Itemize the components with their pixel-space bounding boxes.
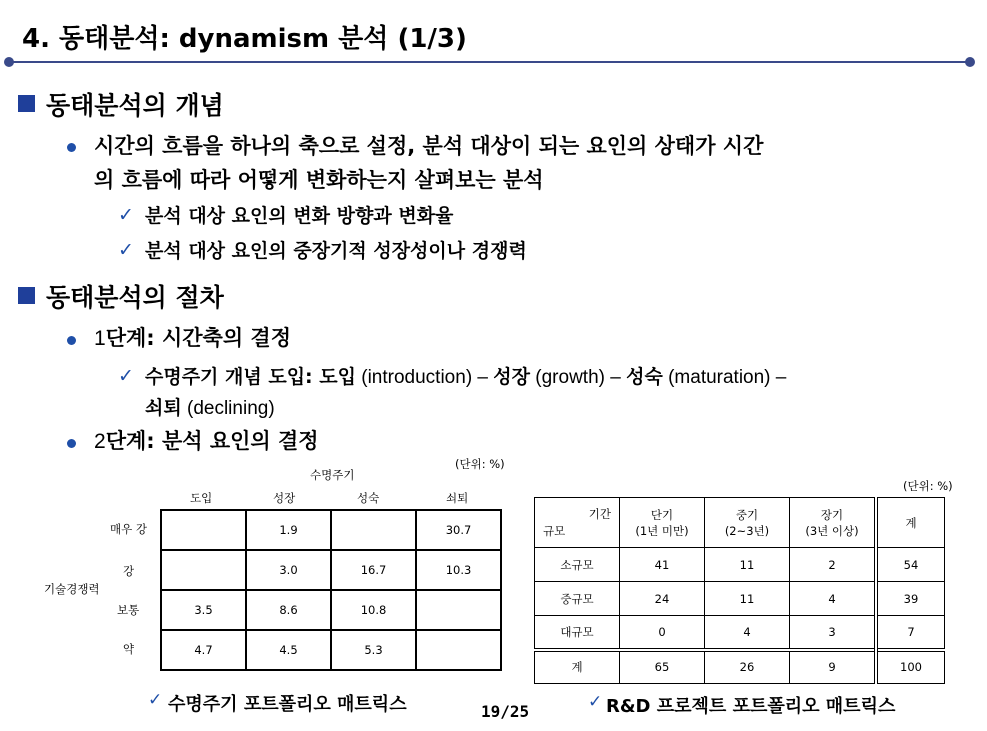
- table-row: [535, 616, 945, 650]
- row-label: 계: [535, 650, 620, 684]
- table-cell: 5.3: [331, 630, 416, 670]
- rnd-portfolio-table: [534, 497, 945, 684]
- table-cell: 4.7: [161, 630, 246, 670]
- matrix1-caption: 수명주기 포트폴리오 매트릭스: [168, 694, 407, 715]
- table-cell: 3: [790, 616, 877, 650]
- section1-check-1: 분석 대상 요인의 변화 방향과 변화율: [145, 205, 454, 227]
- matrix1-row-label: 보통: [117, 603, 140, 617]
- step1-heading: [94, 323, 291, 354]
- column-header-line2: (3년 이상): [805, 523, 859, 538]
- table-cell: 4: [790, 582, 877, 616]
- table-total-row: [535, 650, 945, 684]
- table-cell: 4: [705, 616, 790, 650]
- matrix1-row-label: 매우 강: [110, 522, 147, 536]
- table-cell: [161, 550, 246, 590]
- table-cell: 11: [705, 548, 790, 582]
- matrix2-unit: (단위: %): [903, 479, 953, 493]
- check-icon: ✓: [118, 239, 134, 261]
- table-cell: 3.5: [161, 590, 246, 630]
- column-header-line1: 중기: [735, 507, 759, 522]
- matrix1-col-header: 도입: [190, 491, 213, 505]
- matrix2-caption: R&D 프로젝트 포트폴리오 매트릭스: [606, 696, 896, 717]
- matrix1-col-header: 쇠퇴: [446, 491, 469, 505]
- rule-dot-right-icon: [965, 57, 975, 67]
- table-cell: [416, 630, 501, 670]
- table-cell: 41: [620, 548, 705, 582]
- column-header: [790, 498, 877, 548]
- matrix1-col-header-title: 수명주기: [310, 468, 355, 482]
- corner-cell: [535, 498, 620, 548]
- table-row: [535, 582, 945, 616]
- table-cell: 10.3: [416, 550, 501, 590]
- table-cell: 11: [705, 582, 790, 616]
- round-bullet-icon: [67, 336, 76, 345]
- step1-number: 1: [94, 327, 106, 350]
- table-cell: [161, 510, 246, 550]
- step1-check-a: 수명주기 개념 도입: 도입: [145, 366, 356, 388]
- column-header: [876, 498, 945, 548]
- table-cell: 2: [790, 548, 877, 582]
- step1-check-h: (declining): [181, 398, 275, 419]
- matrix1-row-label: 강: [123, 564, 135, 578]
- table-cell: 0: [620, 616, 705, 650]
- section1-check-2: 분석 대상 요인의 중장기적 성장성이나 경쟁력: [145, 240, 527, 262]
- step1-check-g: 쇠퇴: [145, 397, 182, 419]
- round-bullet-icon: [67, 439, 76, 448]
- table-cell: 26: [705, 650, 790, 684]
- step2-text: 단계: 분석 요인의 결정: [105, 429, 319, 453]
- matrix1-col-header: 성장: [273, 491, 296, 505]
- step1-check-line1: [145, 362, 786, 393]
- table-cell: 3.0: [246, 550, 331, 590]
- table-cell: 8.6: [246, 590, 331, 630]
- table-cell: 7: [876, 616, 945, 650]
- table-cell: 10.8: [331, 590, 416, 630]
- column-header-line2: (2~3년): [724, 523, 770, 538]
- column-header-line1: 계: [905, 515, 917, 530]
- step1-text: 단계: 시간축의 결정: [105, 326, 291, 350]
- column-header-line2: (1년 미만): [635, 523, 689, 538]
- column-header: [620, 498, 705, 548]
- section1-heading: 동태분석의 개념: [46, 91, 224, 120]
- table-row: [161, 550, 501, 590]
- table-cell: 4.5: [246, 630, 331, 670]
- row-label: 소규모: [535, 548, 620, 582]
- table-row: [535, 548, 945, 582]
- step1-check-e: 성숙: [626, 366, 663, 388]
- table-row: [161, 590, 501, 630]
- check-icon: ✓: [118, 365, 134, 387]
- step1-check-b: (introduction) –: [355, 367, 494, 388]
- page-number: 19/25: [481, 702, 530, 721]
- matrix1-row-header-title: 기술경쟁력: [44, 582, 100, 596]
- step1-check-f: (maturation) –: [662, 367, 787, 388]
- step1-check-line2: [145, 393, 275, 424]
- table-cell: 9: [790, 650, 877, 684]
- table-cell: 16.7: [331, 550, 416, 590]
- step1-check-c: 성장: [493, 366, 530, 388]
- matrix1-row-label: 약: [123, 642, 135, 656]
- step2-heading: [94, 426, 319, 457]
- round-bullet-icon: [67, 143, 76, 152]
- check-icon: ✓: [588, 692, 603, 712]
- table-cell: 1.9: [246, 510, 331, 550]
- table-cell: 65: [620, 650, 705, 684]
- table-cell: 30.7: [416, 510, 501, 550]
- table-cell: [331, 510, 416, 550]
- column-header-line1: 장기: [820, 507, 844, 522]
- row-label: 대규모: [535, 616, 620, 650]
- matrix1-col-header: 성숙: [357, 491, 380, 505]
- corner-bottom: 규모: [543, 524, 566, 538]
- section1-bullet-line1: 시간의 흐름을 하나의 축으로 설정, 분석 대상이 되는 요인의 상태가 시간: [94, 134, 764, 158]
- table-cell: 24: [620, 582, 705, 616]
- square-bullet-icon: [18, 287, 35, 304]
- title-divider: [8, 61, 970, 63]
- table-header-row: [535, 498, 945, 548]
- column-header-line1: 단기: [650, 507, 674, 522]
- table-cell: [416, 590, 501, 630]
- corner-top: 기간: [588, 507, 611, 521]
- table-row: [161, 510, 501, 550]
- column-header: [705, 498, 790, 548]
- step1-check-d: (growth) –: [530, 367, 627, 388]
- table-cell: 100: [876, 650, 945, 684]
- matrix1-unit: (단위: %): [455, 457, 505, 471]
- section1-bullet-line2: 의 흐름에 따라 어떻게 변화하는지 살펴보는 분석: [94, 168, 544, 192]
- row-label: 중규모: [535, 582, 620, 616]
- check-icon: ✓: [118, 204, 134, 226]
- table-row: [161, 630, 501, 670]
- table-cell: 54: [876, 548, 945, 582]
- page-title: 4. 동태분석: dynamism 분석 (1/3): [22, 24, 467, 54]
- table-cell: 39: [876, 582, 945, 616]
- square-bullet-icon: [18, 95, 35, 112]
- lifecycle-matrix-table: [160, 509, 502, 671]
- check-icon: ✓: [148, 690, 163, 710]
- step2-number: 2: [94, 430, 106, 453]
- section2-heading: 동태분석의 절차: [46, 283, 224, 312]
